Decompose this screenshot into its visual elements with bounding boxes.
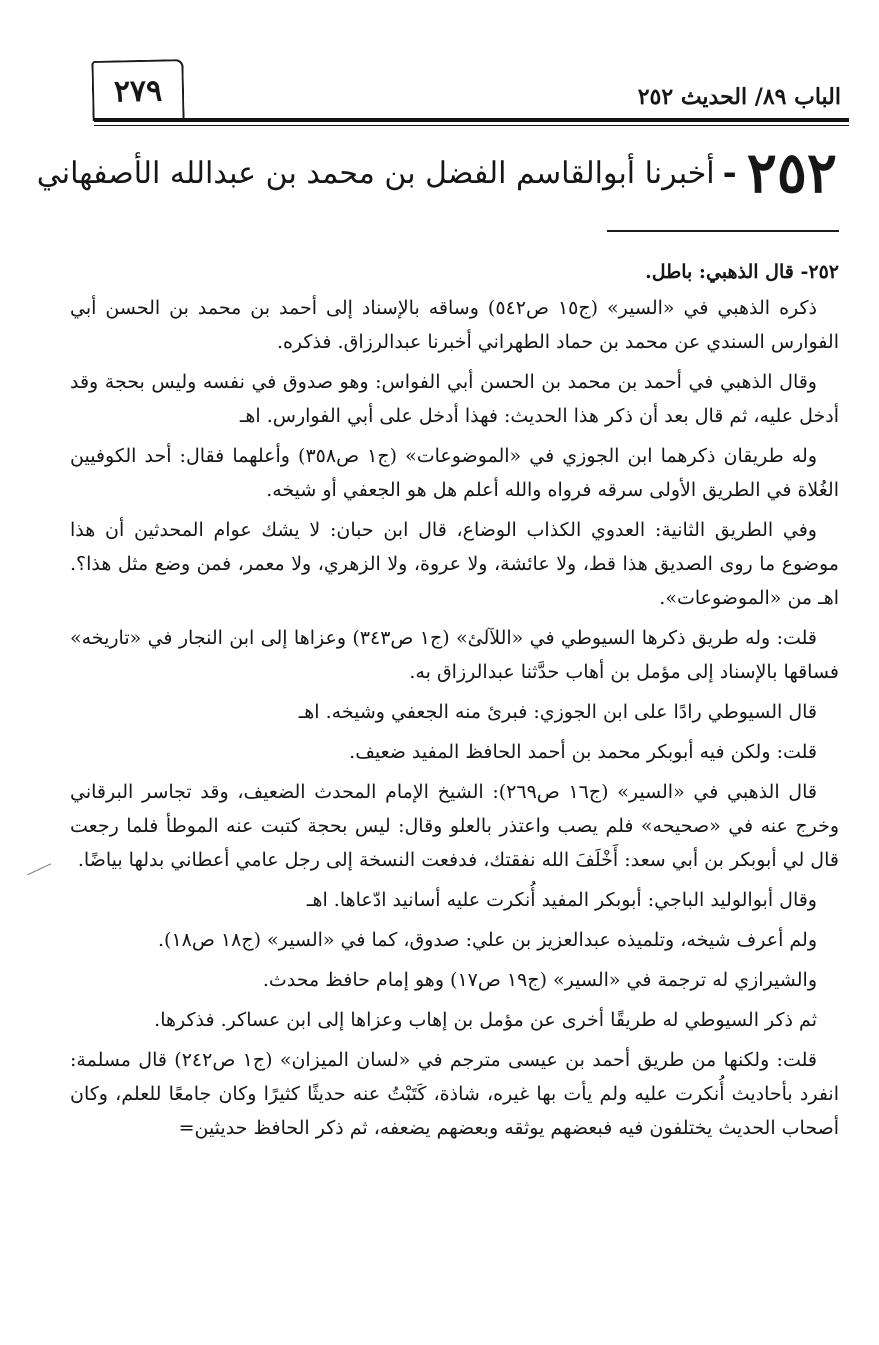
footnote-paragraph: وقال أبوالوليد الباجي: أبوبكر المفيد أُنكرت عليه أسانيد ادّعاها. اهـ [306,889,817,911]
footnote-paragraph: ولم أعرف شيخه، وتلميذه عبدالعزيز بن علي: صدوق، كما في «السير» (ج١٨ ص١٨). [158,929,817,951]
footnote-paragraph: قلت: ولكن فيه أبوبكر محمد بن أحمد الحافظ المفيد ضعيف. [349,741,817,763]
footnote-paragraph: قلت: وله طريق ذكرها السيوطي في «اللآلئ» (ج١ ص٣٤٣) وعزاها إلى ابن النجار في «تاريخه» فساقها بالإسناد إلى مؤمل بن أهاب حدَّثنا عبدالرزاق به. [70,627,839,683]
footnote-paragraph: قال السيوطي رادًا على ابن الجوزي: فبرئ منه الجعفي وشيخه. اهـ [298,701,817,723]
footnote-heading: ٢٥٢- قال الذهبي: باطل. [645,261,839,283]
running-header: الباب ٨٩/ الحديث ٢٥٢ [637,84,841,110]
header-rule-thin [94,125,849,126]
footnote-paragraph: ذكره الذهبي في «السير» (ج١٥ ص٥٤٢) وساقه بالإسناد إلى أحمد بن محمد بن الحسن أبي الفوارس السندي عن محمد بن حماد الطهراني أخبرنا عبدالرزاق. فذكره. [70,297,839,353]
footnote-paragraph: ثم ذكر السيوطي له طريقًا أخرى عن مؤمل بن إهاب وعزاها إلى ابن عساكر. فذكرها. [154,1009,817,1031]
margin-pencil-mark [27,863,59,891]
footnote-paragraph: وقال الذهبي في أحمد بن محمد بن الحسن أبي الفواس: وهو صدوق في نفسه وليس بحجة وقد أدخل عليه، ثم قال بعد أن ذكر هذا الحديث: فهذا أدخل على أبي الفوارس. اهـ [70,371,839,427]
footnote-paragraph: وفي الطريق الثانية: العدوي الكذاب الوضاع، قال ابن حبان: لا يشك عوام المحدثين أن هذا موضوع ما روى الصديق هذا قط، ولا عائشة، ولا عروة، ولا الزهري، ولا معمر، فمن وضع مثل هذا؟. اهـ من «الموضوعات». [70,519,839,609]
hadith-title [36,138,837,208]
footnote-body [70,255,839,1145]
header-rule [94,118,849,122]
footnote-paragraph: قلت: ولكنها من طريق أحمد بن عيسى مترجم في «لسان الميزان» (ج١ ص٢٤٢) قال مسلمة: انفرد بأحاديث أُنكرت عليه ولم يأت بها غيره، شاذة، كَتَبْتُ عنه حديثًا كثيرًا وكان جامعًا للعلم، وكان أصحاب الحديث يختلفون فيه فبعضهم يوثقه وبعضهم يضعفه، ثم ذكر الحافظ حديثين= [70,1049,839,1139]
footnote-paragraph: والشيرازي له ترجمة في «السير» (ج١٩ ص١٧) وهو إمام حافظ محدث. [262,969,817,991]
page-number: ٢٧٩ [113,72,163,110]
footnote-paragraph: وله طريقان ذكرهما ابن الجوزي في «الموضوعات» (ج١ ص٣٥٨) وأعلهما فقال: أحد الكوفيين الغُلاة في الطريق الأولى سرقه فرواه والله أعلم هل هو الجعفي أو شيخه. [70,445,839,501]
hadith-chain: أخبرنا أبوالقاسم الفضل بن محمد بن عبدالله الأصفهاني [36,155,715,191]
hadith-number: ٢٥٢ [746,140,837,206]
hadith-dash: - [722,153,737,193]
footnote-separator [607,230,839,232]
footnote-paragraph: قال الذهبي في «السير» (ج١٦ ص٢٦٩): الشيخ الإمام المحدث الضعيف، وقد تجاسر البرقاني وخرج عنه في «صحيحه» فلم يصب واعتذر بالعلو وقال: ليس بحجة كتبت عنه الموطأ فلما رجعت قال لي أبوبكر بن أبي سعد: أَخْلَفَ الله نفقتك، فدفعت النسخة إلى رجل عامي أعطاني بدلها بياضًا. [70,781,839,871]
